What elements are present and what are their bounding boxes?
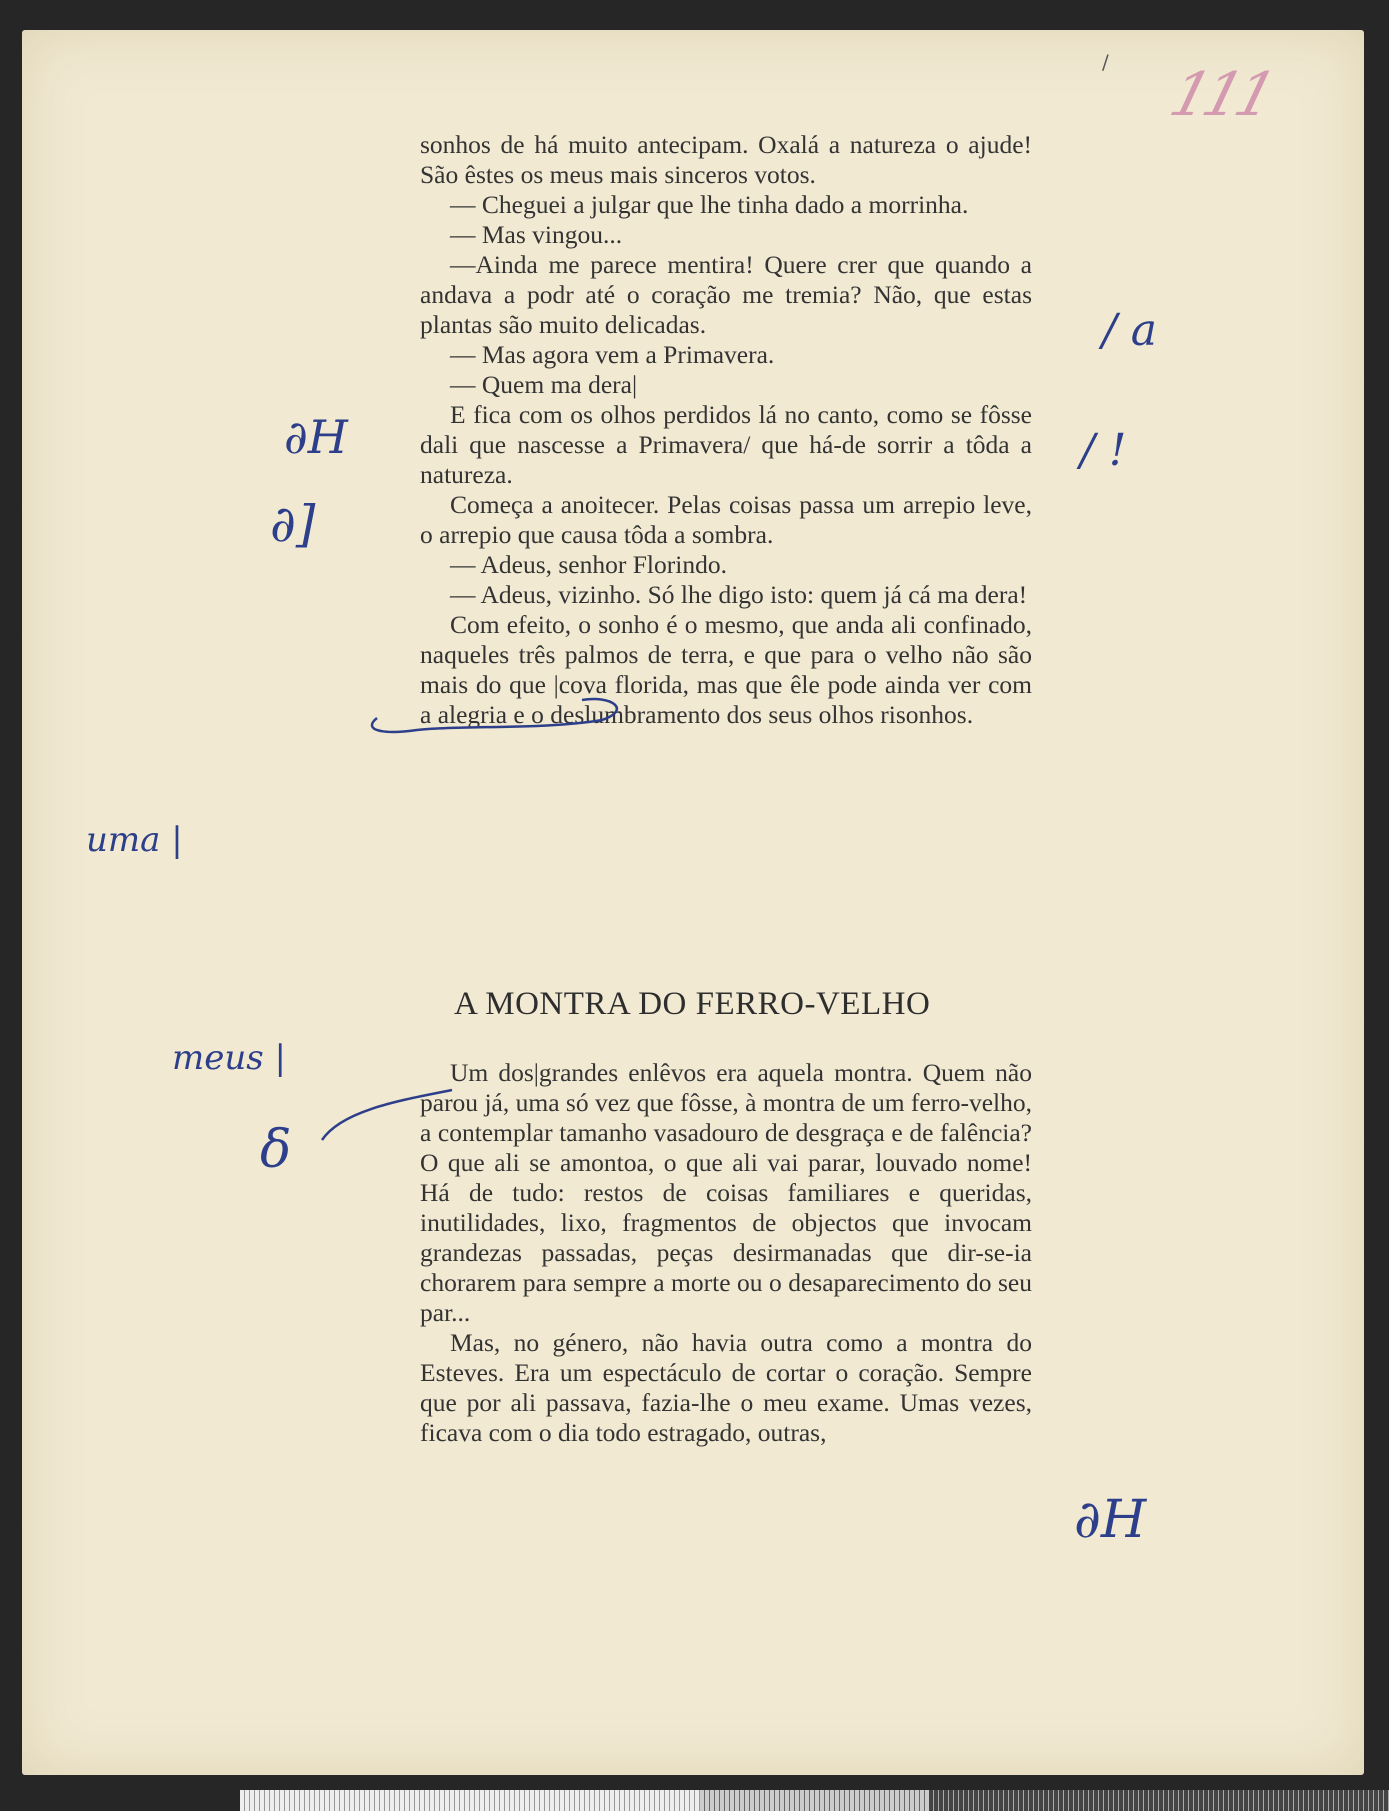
manuscript-page (22, 30, 1364, 1775)
paragraph: Com efeito, o sonho é o mesmo, que anda ali confinado, naqueles três palmos de terra, e que para o velho não são mais do que |cova florida, mas que êle pode ainda ver com a alegria e o deslumbramento dos seus olhos risonhos. (420, 610, 1032, 729)
scale-bar (240, 1790, 1389, 1811)
passage-one (420, 130, 1032, 730)
scale-segment (1159, 1790, 1389, 1811)
passage-two (420, 1058, 1032, 1448)
margin-note-right-3: ∂H (1074, 1490, 1147, 1550)
margin-note-right-2: / ! (1080, 425, 1127, 476)
paragraph: E fica com os olhos perdidos lá no canto, como se fôsse dali que nascesse a Primavera/ que há-de sorrir a tôda a natureza. (420, 400, 1032, 489)
paragraph: —Ainda me parece mentira! Quere crer que quando a andava a podr até o coração me tremia? Não, que estas plantas são muito delicadas. (420, 250, 1032, 339)
margin-note-left-1: ∂H (284, 410, 348, 464)
scale-segment (700, 1790, 930, 1811)
margin-note-right-1: / a (1102, 305, 1158, 356)
paragraph: Mas, no género, não havia outra como a montra do Esteves. Era um espectáculo de cortar o coração. Sempre que por ali passava, fazia-lhe o meu exame. Umas vezes, ficava com o dia todo estragado, outras, (420, 1328, 1032, 1447)
top-right-tick: / (1102, 50, 1109, 74)
scale-segment (929, 1790, 1159, 1811)
folio-number: 111 (1162, 60, 1278, 130)
margin-note-left-3: uma | (86, 820, 183, 860)
paragraph: — Quem ma dera| (450, 370, 638, 399)
paragraph: sonhos de há muito antecipam. Oxalá a natureza o ajude! São êstes os meus mais sinceros votos. (420, 130, 1032, 189)
scale-segment (240, 1790, 470, 1811)
scale-segment (470, 1790, 700, 1811)
section-title: A MONTRA DO FERRO-VELHO (454, 986, 931, 1022)
margin-note-left-2: ∂] (270, 495, 316, 553)
margin-note-left-4: meus | (172, 1038, 286, 1078)
paragraph: — Adeus, vizinho. Só lhe digo isto: quem já cá ma dera! (450, 580, 1028, 609)
margin-note-left-5: δ (260, 1120, 292, 1180)
paragraph: Começa a anoitecer. Pelas coisas passa um arrepio leve, o arrepio que causa tôda a sombra. (420, 490, 1032, 549)
paragraph: — Cheguei a julgar que lhe tinha dado a morrinha. (450, 190, 969, 219)
paragraph: Um dos|grandes enlêvos era aquela montra. Quem não parou já, uma só vez que fôsse, à montra de um ferro-velho, a contemplar tamanho vasadouro de desgraça e de falência? O que ali se amontoa, o que ali vai parar, louvado nome! Há de tudo: restos de coisas familiares e queridas, inutilidades, lixo, fragmentos de objectos que invocam grandezas passadas, peças desirmanadas que dir-se-ia chorarem para sempre a morte ou o desaparecimento do seu par... (420, 1058, 1032, 1327)
paragraph: — Adeus, senhor Florindo. (450, 550, 727, 579)
paragraph: — Mas vingou... (450, 220, 623, 249)
paragraph: — Mas agora vem a Primavera. (450, 340, 775, 369)
